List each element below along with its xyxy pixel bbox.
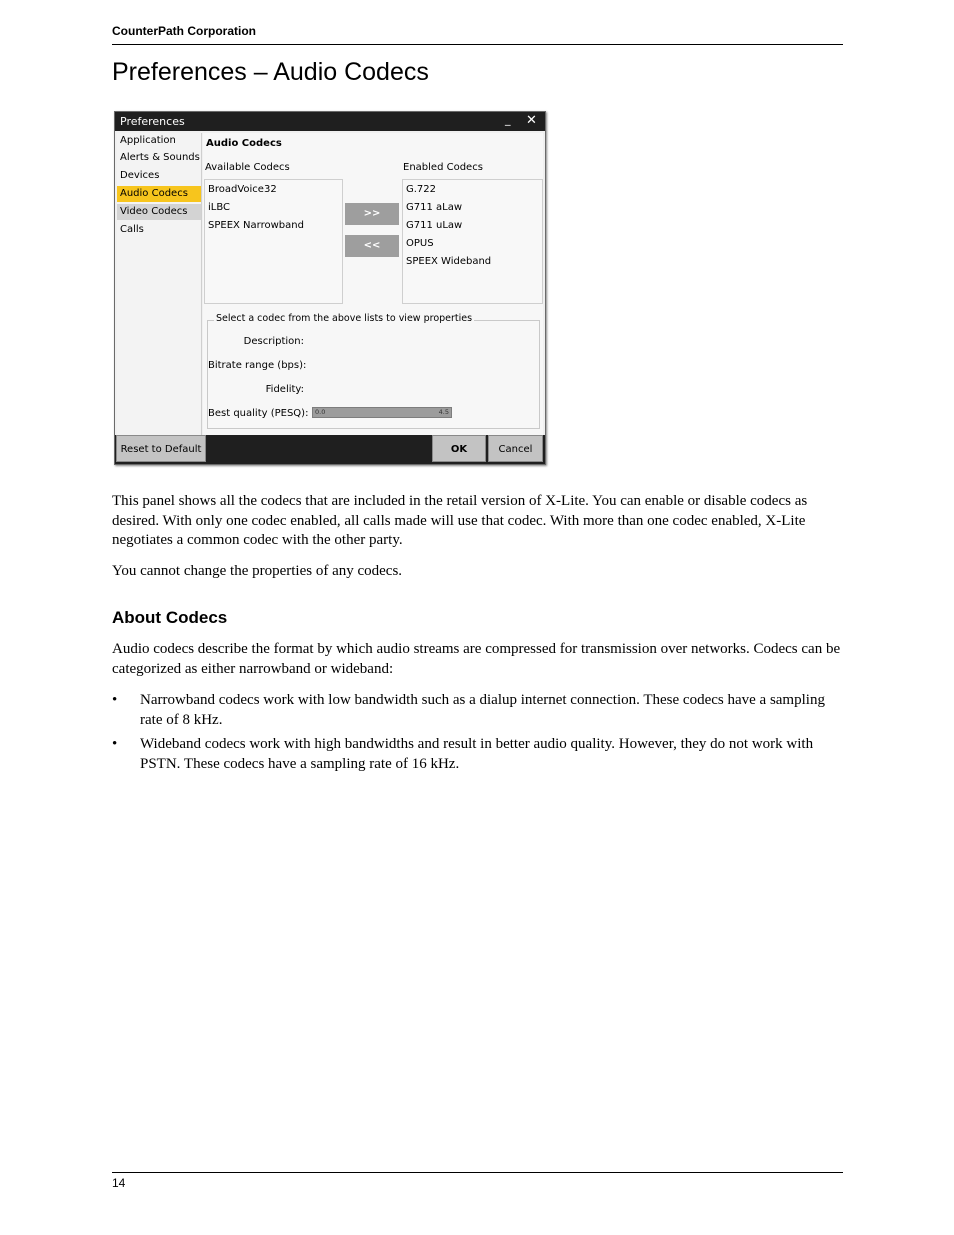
- codecs-description-paragraph: Audio codecs describe the format by which audio streams are compressed for transmission over networks. Codecs can be categorized as either narrowband or wideband:: [112, 641, 841, 677]
- enabled-codec-item[interactable]: SPEEX Wideband: [406, 256, 492, 267]
- audio-codecs-panel: [203, 133, 543, 435]
- enable-codec-button[interactable]: >>: [345, 203, 399, 225]
- page-number: 14: [112, 1176, 126, 1190]
- bullet-marker: •: [112, 692, 118, 708]
- properties-legend: Select a codec from the above lists to view properties: [216, 313, 473, 324]
- preferences-dialog-screenshot: [114, 111, 546, 465]
- fidelity-label: Fidelity:: [265, 384, 304, 395]
- nav-item-devices[interactable]: Devices: [120, 170, 160, 181]
- disable-codec-button[interactable]: <<: [345, 235, 399, 257]
- pesq-max-value: 4.5: [438, 408, 449, 416]
- page-title: Preferences – Audio Codecs: [112, 58, 429, 86]
- bitrate-label: Bitrate range (bps):: [208, 360, 307, 371]
- enabled-codecs-list[interactable]: [402, 179, 543, 304]
- nav-item-alerts-sounds[interactable]: Alerts & Sounds: [120, 152, 200, 163]
- enabled-codec-item[interactable]: G711 uLaw: [406, 220, 463, 231]
- nav-item-audio-codecs[interactable]: Audio Codecs: [117, 186, 201, 202]
- enabled-codec-item[interactable]: G.722: [406, 184, 437, 195]
- about-codecs-heading: About Codecs: [112, 608, 228, 627]
- narrowband-bullet-text: Narrowband codecs work with low bandwidth such as a dialup internet connection. These codecs have a sampling rate of 8 kHz.: [140, 692, 825, 728]
- enabled-codecs-label: Enabled Codecs: [403, 162, 483, 173]
- codec-properties-group: [207, 313, 540, 429]
- nav-item-calls[interactable]: Calls: [120, 224, 144, 235]
- dialog-footer: [115, 435, 545, 464]
- wideband-bullet-text: Wideband codecs work with high bandwidths and result in better audio quality. However, they do not work with PSTN. These codecs have a sampling rate of 16 kHz.: [140, 736, 814, 772]
- header-rule: [112, 44, 843, 45]
- pesq-min-value: 0.0: [315, 408, 326, 416]
- close-icon[interactable]: ✕: [526, 113, 537, 128]
- properties-note: You cannot change the properties of any codecs.: [112, 563, 403, 579]
- cancel-button[interactable]: Cancel: [488, 435, 543, 462]
- nav-item-video-codecs[interactable]: Video Codecs: [117, 204, 201, 220]
- dialog-title: Preferences: [120, 115, 185, 128]
- preferences-nav: [117, 133, 202, 435]
- quality-label: Best quality (PESQ):: [208, 408, 309, 419]
- available-codec-item[interactable]: SPEEX Narrowband: [208, 220, 304, 231]
- intro-paragraph: This panel shows all the codecs that are included in the retail version of X-Lite. You can enable or disable codecs as desired. With only one codec enabled, all calls made will use that codec. With more than one codec enabled, X-Lite negotiates a common codec with the other party.: [112, 493, 808, 548]
- pesq-quality-bar: [312, 407, 452, 418]
- available-codecs-list[interactable]: [204, 179, 343, 304]
- minimize-icon[interactable]: _: [505, 113, 511, 126]
- bullet-marker: •: [112, 736, 118, 752]
- enabled-codec-item[interactable]: OPUS: [406, 238, 434, 249]
- section-title: Audio Codecs: [206, 138, 282, 149]
- available-codec-item[interactable]: iLBC: [208, 202, 231, 213]
- available-codec-item[interactable]: BroadVoice32: [208, 184, 277, 195]
- company-name: CounterPath Corporation: [112, 24, 256, 38]
- description-label: Description:: [243, 336, 304, 347]
- ok-button[interactable]: OK: [432, 435, 486, 462]
- enabled-codec-item[interactable]: G711 aLaw: [406, 202, 463, 213]
- footer-rule: [112, 1172, 843, 1173]
- reset-to-default-button[interactable]: Reset to Default: [116, 435, 206, 462]
- available-codecs-label: Available Codecs: [205, 162, 290, 173]
- dialog-title-bar: [115, 112, 545, 131]
- nav-item-application[interactable]: Application: [120, 135, 176, 146]
